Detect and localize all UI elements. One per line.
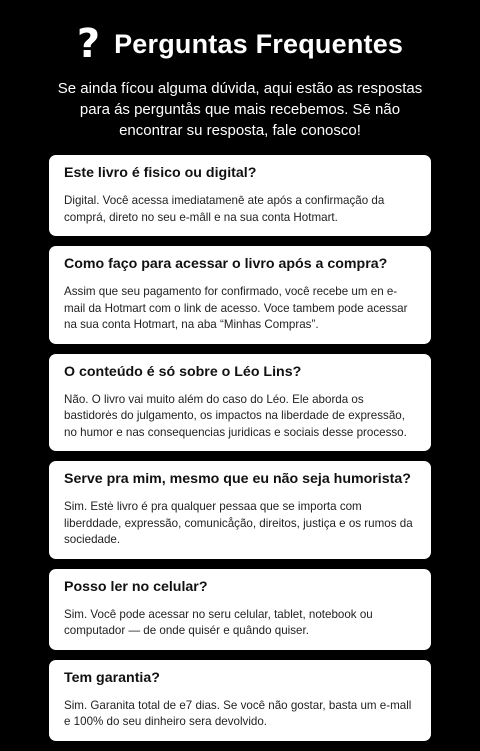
- faq-question: Tem garantia?: [64, 669, 160, 686]
- question-mark-icon: ?: [76, 21, 101, 67]
- intro-text: Se ainda fícou alguma dúvida, aqui estão as respostas para ás perguntås que mais recebemos. Sē não encontrar su resposta, fale conosco!: [57, 80, 423, 139]
- faq-answer: Não. O livro vai muito além do caso do Léo. Ele aborda os bastidorės do julgamento, os impactos na liberdade de expressão, no humor e nas consequencias juridicas e sociais desse processo.: [64, 392, 407, 439]
- faq-answer: Sim. Garanita total de e7 dias. Se você não gostar, basta um e-mall e 100% do seu dinheiro sera devolvido.: [64, 698, 412, 728]
- page-title: Perguntas Frequentes: [114, 28, 404, 59]
- faq-question: Posso ler no celular?: [64, 578, 208, 595]
- faq-answer: Digital. Você acessa imediatamenē ate após a confirmação da comprá, direto no seu e-mâll e na sua conta Hotmart.: [64, 194, 385, 224]
- faq-header: [0, 21, 480, 67]
- faq-question: Este livro é fisico ou digital?: [64, 165, 257, 181]
- faq-question: Serve pra mim, mesmo que eu não seja humorista?: [64, 471, 411, 487]
- faq-item: [49, 660, 431, 741]
- faq-item: [49, 354, 431, 452]
- faq-item: [49, 246, 431, 344]
- faq-item: [49, 155, 431, 236]
- faq-answer: Sim. Estė livro é pra qualquer pessaa que se importa com liberddade, expressão, comunicåção, direitos, justiça e os rumos da sociedade.: [64, 500, 413, 546]
- faq-answer: Assim que seu pagamento for confirmado, você recebe um en e-mail da Hotmart com o link de acesso. Voce tambem pode acessar na sua conta Hotmart, na aba “Minhas Compras”.: [64, 285, 408, 331]
- faq-item: [49, 461, 431, 559]
- faq-item: [49, 569, 431, 650]
- faq-list: [49, 155, 431, 751]
- faq-answer: Sim. Você pode acessar no seru celular, tablet, notebook ou computador — de onde quisér e quândo quiser.: [64, 607, 373, 637]
- faq-question: O conteúdo é só sobre o Léo Lins?: [64, 363, 302, 380]
- faq-question: Como faço para acessar o livro após a compra?: [64, 256, 388, 272]
